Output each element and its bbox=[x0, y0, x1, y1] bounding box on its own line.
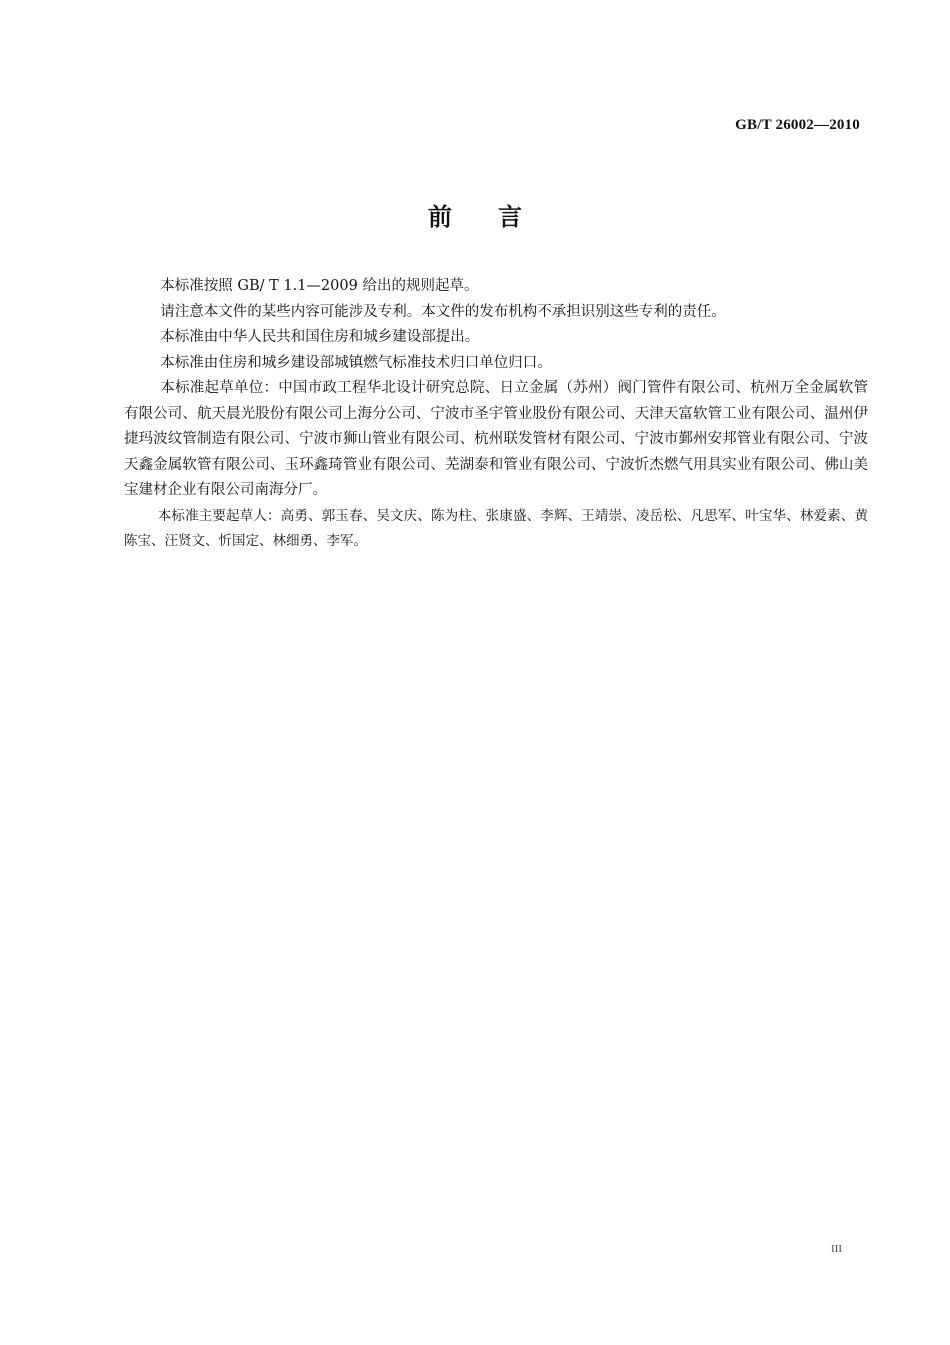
paragraph-centralized-by: 本标准由住房和城乡建设部城镇燃气标准技术归口单位归口。 bbox=[160, 354, 552, 371]
foreword-body bbox=[124, 274, 868, 554]
page-number: III bbox=[831, 1243, 842, 1255]
paragraph-main-drafters: 本标准主要起草人：高勇、郭玉春、吴文庆、陈为柱、张康盛、李辉、王靖崇、凌岳松、凡思军、叶宝华、林爱素、黄陈宝、汪贤文、忻国定、林细勇、李军。 bbox=[124, 507, 868, 549]
standard-code: GB/T 26002—2010 bbox=[735, 117, 860, 133]
paragraph-drafting-units: 本标准起草单位：中国市政工程华北设计研究总院、日立金属（苏州）阀门管件有限公司、杭州万全金属软管有限公司、航天晨光股份有限公司上海分公司、宁波市圣宇管业股份有限公司、天津天富软管工业有限公司、温州伊捷玛波纹管制造有限公司、宁波市狮山管业有限公司、杭州联发管材有限公司、宁波市鄞州安邦管业有限公司、宁波天鑫金属软管有限公司、玉环鑫琦管业有限公司、芜湖泰和管业有限公司、宁波忻杰燃气用具实业有限公司、佛山美宝建材企业有限公司南海分厂。 bbox=[124, 380, 868, 498]
page-title: 前言 bbox=[428, 203, 568, 231]
paragraph-patent-notice: 请注意本文件的某些内容可能涉及专利。本文件的发布机构不承担识别这些专利的责任。 bbox=[160, 303, 726, 320]
paragraph-proposed-by: 本标准由中华人民共和国住房和城乡建设部提出。 bbox=[160, 329, 480, 345]
paragraph-drafting-rules: 本标准按照 GB/ T 1.1—2009 给出的规则起草。 bbox=[160, 278, 479, 294]
